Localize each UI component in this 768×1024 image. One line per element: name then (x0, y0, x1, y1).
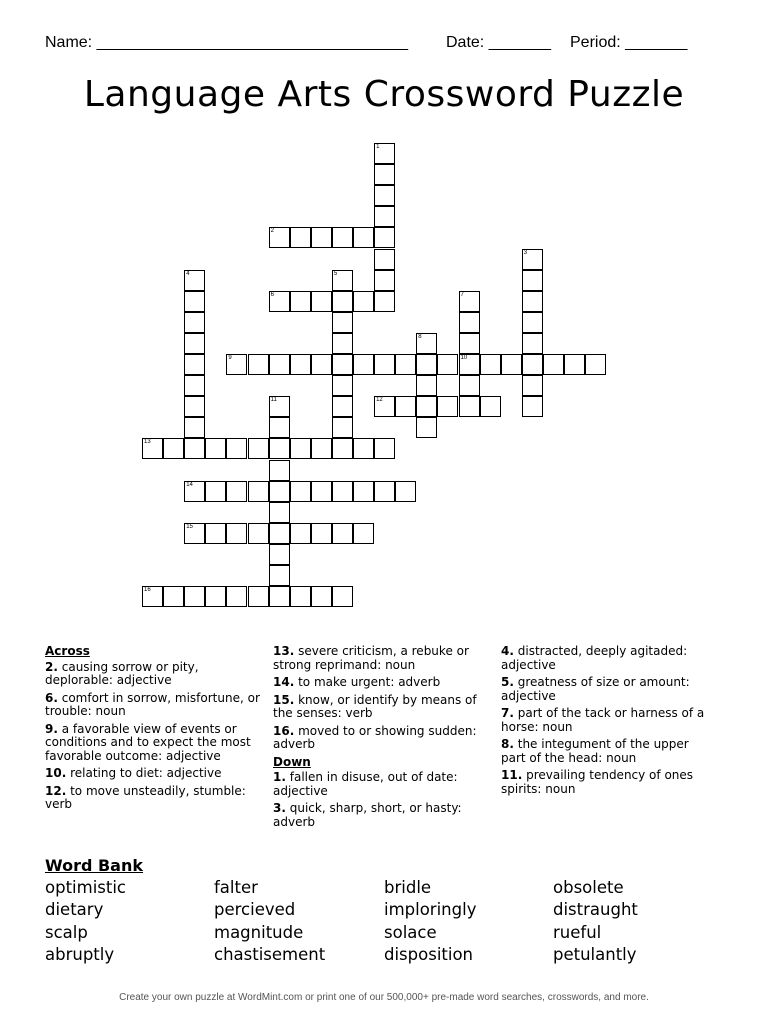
crossword-cell[interactable] (184, 586, 205, 607)
clue-number: 3 (523, 249, 528, 256)
word-bank-item: percieved (214, 900, 296, 920)
date-field[interactable]: Date: _______ (446, 34, 551, 51)
clue-across-13: 13. severe criticism, a rebuke or strong reprimand: noun (273, 644, 469, 672)
crossword-cell[interactable] (269, 460, 290, 481)
clue-down-11: 11. prevailing tendency of ones spirits: noun (501, 768, 694, 796)
crossword-cell[interactable] (142, 586, 163, 607)
crossword-cell[interactable] (501, 354, 522, 375)
crossword-cell[interactable] (459, 354, 480, 375)
crossword-cell[interactable] (332, 523, 353, 544)
crossword-cell[interactable] (248, 438, 269, 459)
crossword-cell[interactable] (332, 481, 353, 502)
crossword-cell[interactable] (290, 481, 311, 502)
crossword-cell[interactable] (374, 354, 395, 375)
crossword-cell[interactable] (248, 354, 269, 375)
crossword-cell[interactable] (184, 354, 205, 375)
word-bank-column-2 (214, 877, 325, 966)
crossword-cell[interactable] (226, 523, 247, 544)
crossword-cell[interactable] (332, 333, 353, 354)
crossword-cell[interactable] (459, 375, 480, 396)
crossword-cell[interactable] (332, 227, 353, 248)
crossword-cell[interactable] (269, 396, 290, 417)
clue-number: 6 (270, 291, 274, 298)
crossword-cell[interactable] (416, 333, 437, 354)
word-bank-item: magnitude (214, 922, 304, 942)
word-bank-item: obsolete (553, 878, 624, 897)
crossword-cell[interactable] (416, 375, 437, 396)
crossword-cell[interactable] (332, 586, 353, 607)
clue-number: 15 (186, 523, 193, 530)
crossword-cell[interactable] (353, 291, 374, 312)
word-bank-item: chastisement (214, 944, 326, 964)
word-bank-item: distraught (553, 900, 638, 920)
clue-number: 5 (333, 270, 338, 277)
crossword-cell[interactable] (290, 586, 311, 607)
crossword-cell[interactable] (374, 291, 395, 312)
crossword-cell[interactable] (522, 312, 543, 333)
crossword-cell[interactable] (332, 375, 353, 396)
crossword-cell[interactable] (353, 227, 374, 248)
crossword-cell[interactable] (353, 354, 374, 375)
crossword-cell[interactable] (248, 523, 269, 544)
crossword-cell[interactable] (269, 291, 290, 312)
clue-number: 12 (376, 397, 383, 404)
crossword-cell[interactable] (311, 354, 332, 375)
crossword-cell[interactable] (522, 291, 543, 312)
word-bank-item: imploringly (384, 900, 477, 920)
clue-number: 4 (186, 270, 190, 277)
crossword-cell[interactable] (226, 481, 247, 502)
page-title: Language Arts Crossword Puzzle (83, 74, 685, 115)
crossword-cell[interactable] (163, 438, 184, 459)
crossword-cell[interactable] (184, 417, 205, 438)
crossword-cell[interactable] (269, 227, 290, 248)
clue-down-7: 7. part of the tack or harness of a horse: noun (501, 706, 705, 734)
crossword-cell[interactable] (522, 270, 543, 291)
crossword-cell[interactable] (374, 438, 395, 459)
clue-number: 7 (460, 291, 464, 298)
crossword-cell[interactable] (374, 143, 395, 164)
crossword-cell[interactable] (353, 438, 374, 459)
crossword-cell[interactable] (374, 227, 395, 248)
footer-note: Create your own puzzle at WordMint.com or print one of our 500,000+ pre-made word searches, crosswords, and more. (119, 992, 649, 1003)
crossword-cell[interactable] (480, 354, 501, 375)
across-heading: Across (45, 644, 90, 658)
clue-number: 14 (186, 481, 193, 488)
crossword-cell[interactable] (522, 354, 543, 375)
crossword-cell[interactable] (353, 523, 374, 544)
crossword-cell[interactable] (290, 438, 311, 459)
crossword-cell[interactable] (332, 354, 353, 375)
crossword-cell[interactable] (543, 354, 564, 375)
crossword-cell[interactable] (184, 333, 205, 354)
crossword-cell[interactable] (184, 312, 205, 333)
word-bank-item: optimistic (45, 878, 127, 897)
crossword-cell[interactable] (437, 396, 458, 417)
crossword-cell[interactable] (416, 354, 437, 375)
word-bank-item: petulantly (553, 944, 637, 964)
crossword-cell[interactable] (184, 270, 205, 291)
crossword-cell[interactable] (522, 249, 543, 270)
crossword-cell[interactable] (163, 586, 184, 607)
crossword-cell[interactable] (205, 481, 226, 502)
crossword-cell[interactable] (311, 586, 332, 607)
crossword-cell[interactable] (269, 438, 290, 459)
crossword-cell[interactable] (332, 270, 353, 291)
crossword-cell[interactable] (311, 291, 332, 312)
word-bank-column-3 (384, 877, 476, 966)
clues-column-2 (273, 645, 483, 833)
word-bank-item: dietary (45, 900, 104, 920)
clue-across-10: 10. relating to diet: adjective (45, 766, 222, 780)
crossword-cell[interactable] (459, 396, 480, 417)
crossword-cell[interactable] (395, 396, 416, 417)
crossword-cell[interactable] (290, 354, 311, 375)
clue-across-15: 15. know, or identify by means of the senses: verb (273, 692, 477, 720)
crossword-cell[interactable] (332, 417, 353, 438)
crossword-cell[interactable] (248, 481, 269, 502)
crossword-cell[interactable] (205, 586, 226, 607)
crossword-cell[interactable] (269, 417, 290, 438)
crossword-cell[interactable] (311, 438, 332, 459)
crossword-cell[interactable] (459, 333, 480, 354)
clue-down-3: 3. quick, sharp, short, or hasty: adverb (273, 801, 462, 829)
clue-number: 1 (376, 144, 380, 150)
crossword-cell[interactable] (374, 249, 395, 270)
clue-across-16: 16. moved to or showing sudden: adverb (273, 723, 477, 751)
word-bank-item: scalp (45, 922, 88, 942)
crossword-cell[interactable] (395, 354, 416, 375)
crossword-cell[interactable] (290, 523, 311, 544)
crossword-cell[interactable] (226, 438, 247, 459)
crossword-cell[interactable] (311, 481, 332, 502)
crossword-cell[interactable] (184, 438, 205, 459)
crossword-cell[interactable] (269, 586, 290, 607)
crossword-cell[interactable] (248, 586, 269, 607)
clue-down-4: 4. distracted, deeply agitaded: adjective (501, 644, 688, 672)
crossword-cell[interactable] (332, 291, 353, 312)
crossword-cell[interactable] (522, 375, 543, 396)
period-field[interactable]: Period: _______ (570, 34, 688, 51)
crossword-cell[interactable] (332, 396, 353, 417)
crossword-cell[interactable] (184, 523, 205, 544)
crossword-cell[interactable] (374, 206, 395, 227)
crossword-cell[interactable] (311, 523, 332, 544)
crossword-cell[interactable] (184, 375, 205, 396)
crossword-cell[interactable] (290, 227, 311, 248)
word-bank-item: disposition (384, 944, 474, 964)
crossword-cell[interactable] (205, 523, 226, 544)
word-bank-column-4 (553, 877, 638, 966)
word-bank-title: Word Bank (45, 856, 144, 875)
word-bank-item: solace (384, 922, 437, 942)
clue-down-5: 5. greatness of size or amount: adjective (501, 675, 690, 703)
crossword-cell[interactable] (269, 544, 290, 565)
crossword-cell[interactable] (142, 438, 163, 459)
clues-column-3 (501, 645, 716, 800)
name-field[interactable]: Name: ___________________________________ (45, 34, 409, 51)
crossword-cell[interactable] (332, 438, 353, 459)
crossword-cell[interactable] (585, 354, 606, 375)
crossword-cell[interactable] (269, 565, 290, 586)
crossword-cell[interactable] (522, 396, 543, 417)
crossword-cell[interactable] (332, 312, 353, 333)
crossword-cell[interactable] (416, 396, 437, 417)
crossword-cell[interactable] (311, 227, 332, 248)
crossword-cell[interactable] (184, 396, 205, 417)
clue-number: 11 (270, 397, 277, 404)
crossword-cell[interactable] (184, 291, 205, 312)
clue-number: 8 (418, 333, 422, 340)
crossword-cell[interactable] (184, 481, 205, 502)
crossword-cell[interactable] (205, 438, 226, 459)
clue-number: 10 (460, 355, 468, 361)
clue-across-12: 12. to move unsteadily, stumble: verb (45, 783, 246, 811)
crossword-cell[interactable] (459, 291, 480, 312)
clue-number: 2 (270, 228, 274, 235)
crossword-cell[interactable] (269, 481, 290, 502)
word-bank-item: abruptly (45, 944, 115, 964)
clue-number: 13 (144, 439, 151, 446)
crossword-cell[interactable] (269, 354, 290, 375)
crossword-cell[interactable] (374, 396, 395, 417)
clue-down-1: 1. fallen in disuse, out of date: adjective (273, 770, 458, 798)
crossword-cell[interactable] (564, 354, 585, 375)
word-bank-column-1 (45, 877, 126, 966)
crossword-cell[interactable] (226, 354, 247, 375)
crossword-cell[interactable] (480, 396, 501, 417)
crossword-cell[interactable] (374, 481, 395, 502)
crossword-cell[interactable] (269, 523, 290, 544)
down-heading: Down (273, 754, 311, 769)
crossword-cell[interactable] (290, 291, 311, 312)
clue-number: 16 (144, 587, 151, 594)
crossword-cell[interactable] (459, 312, 480, 333)
word-bank-item: rueful (553, 922, 602, 942)
crossword-cell[interactable] (437, 354, 458, 375)
clue-across-9: 9. a favorable view of events or conditions and to expect the most favorable outcome: adjective (45, 721, 251, 763)
crossword-cell[interactable] (269, 502, 290, 523)
word-bank-item: bridle (384, 878, 432, 897)
crossword-cell[interactable] (395, 481, 416, 502)
crossword-cell[interactable] (374, 270, 395, 291)
crossword-cell[interactable] (226, 586, 247, 607)
clues-column-1 (45, 645, 260, 816)
crossword-cell[interactable] (374, 164, 395, 185)
clue-down-8: 8. the integument of the upper part of the head: noun (501, 737, 689, 765)
crossword-cell[interactable] (353, 481, 374, 502)
clue-number: 9 (228, 355, 232, 361)
clue-across-2: 2. causing sorrow or pity, deplorable: adjective (45, 659, 199, 687)
word-bank-item: falter (214, 878, 258, 897)
clue-across-14: 14. to make urgent: adverb (273, 675, 441, 689)
crossword-cell[interactable] (522, 333, 543, 354)
clue-across-6: 6. comfort in sorrow, misfortune, or trouble: noun (45, 690, 260, 718)
crossword-cell[interactable] (416, 417, 437, 438)
crossword-cell[interactable] (374, 185, 395, 206)
